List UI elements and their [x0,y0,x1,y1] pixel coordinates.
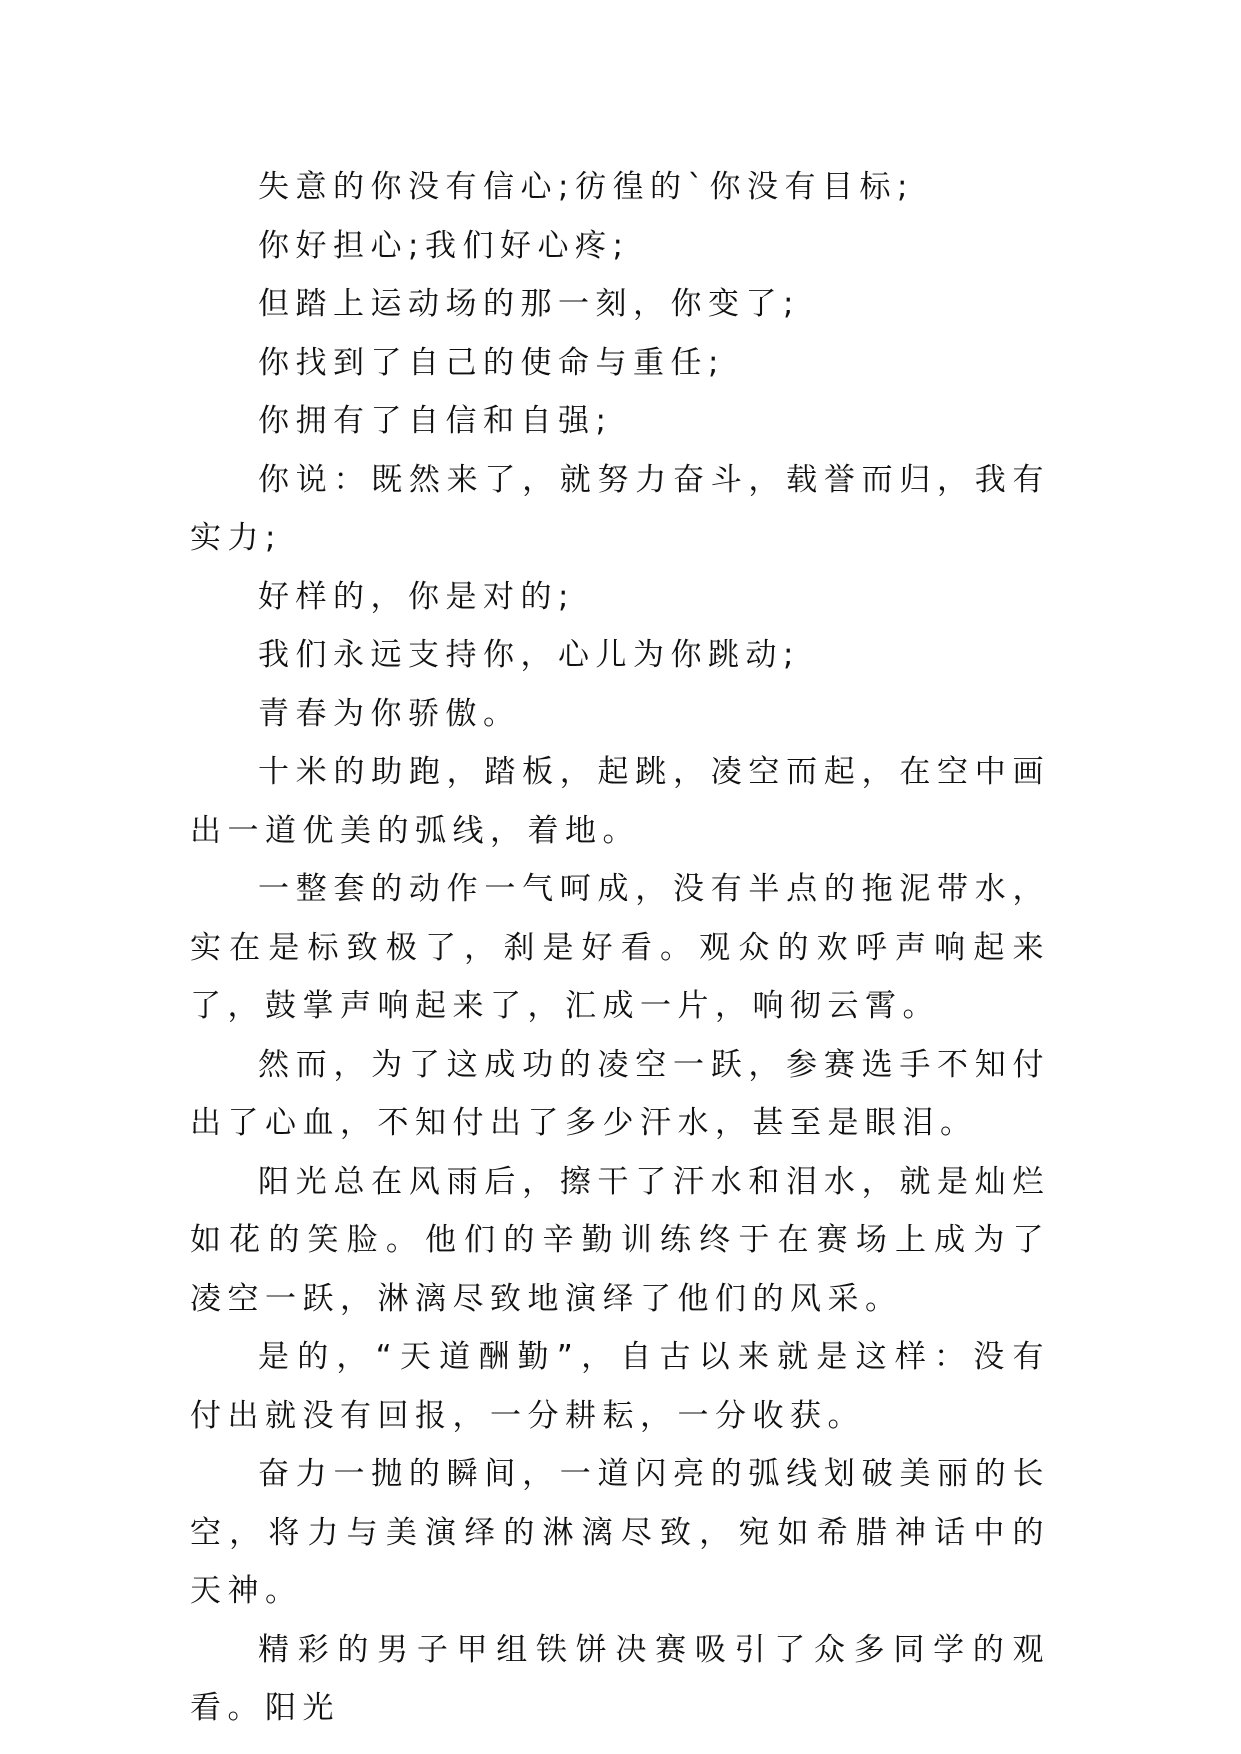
paragraph: 是的，“天道酬勤”，自古以来就是这样：没有付出就没有回报，一分耕耘，一分收获。 [190,1339,1050,1434]
paragraph: 阳光总在风雨后，擦干了汗水和泪水，就是灿烂如花的笑脸。他们的辛勤训练终于在赛场上成为了凌空一跃，淋漓尽致地演绎了他们的风采。 [190,1163,1050,1317]
paragraph: 青春为你骄傲。 [258,695,521,732]
paragraph: 你说：既然来了，就努力奋斗，载誉而归，我有实力; [190,461,1050,556]
paragraph: 精彩的男子甲组铁饼决赛吸引了众多同学的观看。阳光 [190,1631,1050,1726]
paragraph: 你拥有了自信和自强; [258,403,613,439]
paragraph: 然而，为了这成功的凌空一跃，参赛选手不知付出了心血，不知付出了多少汗水，甚至是眼泪。 [190,1046,1050,1141]
paragraph: 你找到了自己的使命与重任; [258,344,725,381]
document-body [190,158,1050,1738]
paragraph: 我们永远支持你，心儿为你跳动; [258,637,800,673]
paragraph: 但踏上运动场的那一刻，你变了; [258,286,800,322]
paragraph: 好样的，你是对的; [258,578,575,615]
paragraph: 你好担心;我们好心疼; [258,227,630,264]
paragraph: 十米的助跑，踏板，起跳，凌空而起，在空中画出一道优美的弧线，着地。 [190,754,1050,849]
paragraph: 一整套的动作一气呵成，没有半点的拖泥带水，实在是标致极了，刹是好看。观众的欢呼声响起来了，鼓掌声响起来了，汇成一片，响彻云霄。 [190,871,1050,1024]
paragraph: 奋力一抛的瞬间，一道闪亮的弧线划破美丽的长空，将力与美演绎的淋漓尽致，宛如希腊神话中的天神。 [190,1456,1050,1609]
paragraph: 失意的你没有信心;彷徨的`你没有目标; [258,169,914,205]
